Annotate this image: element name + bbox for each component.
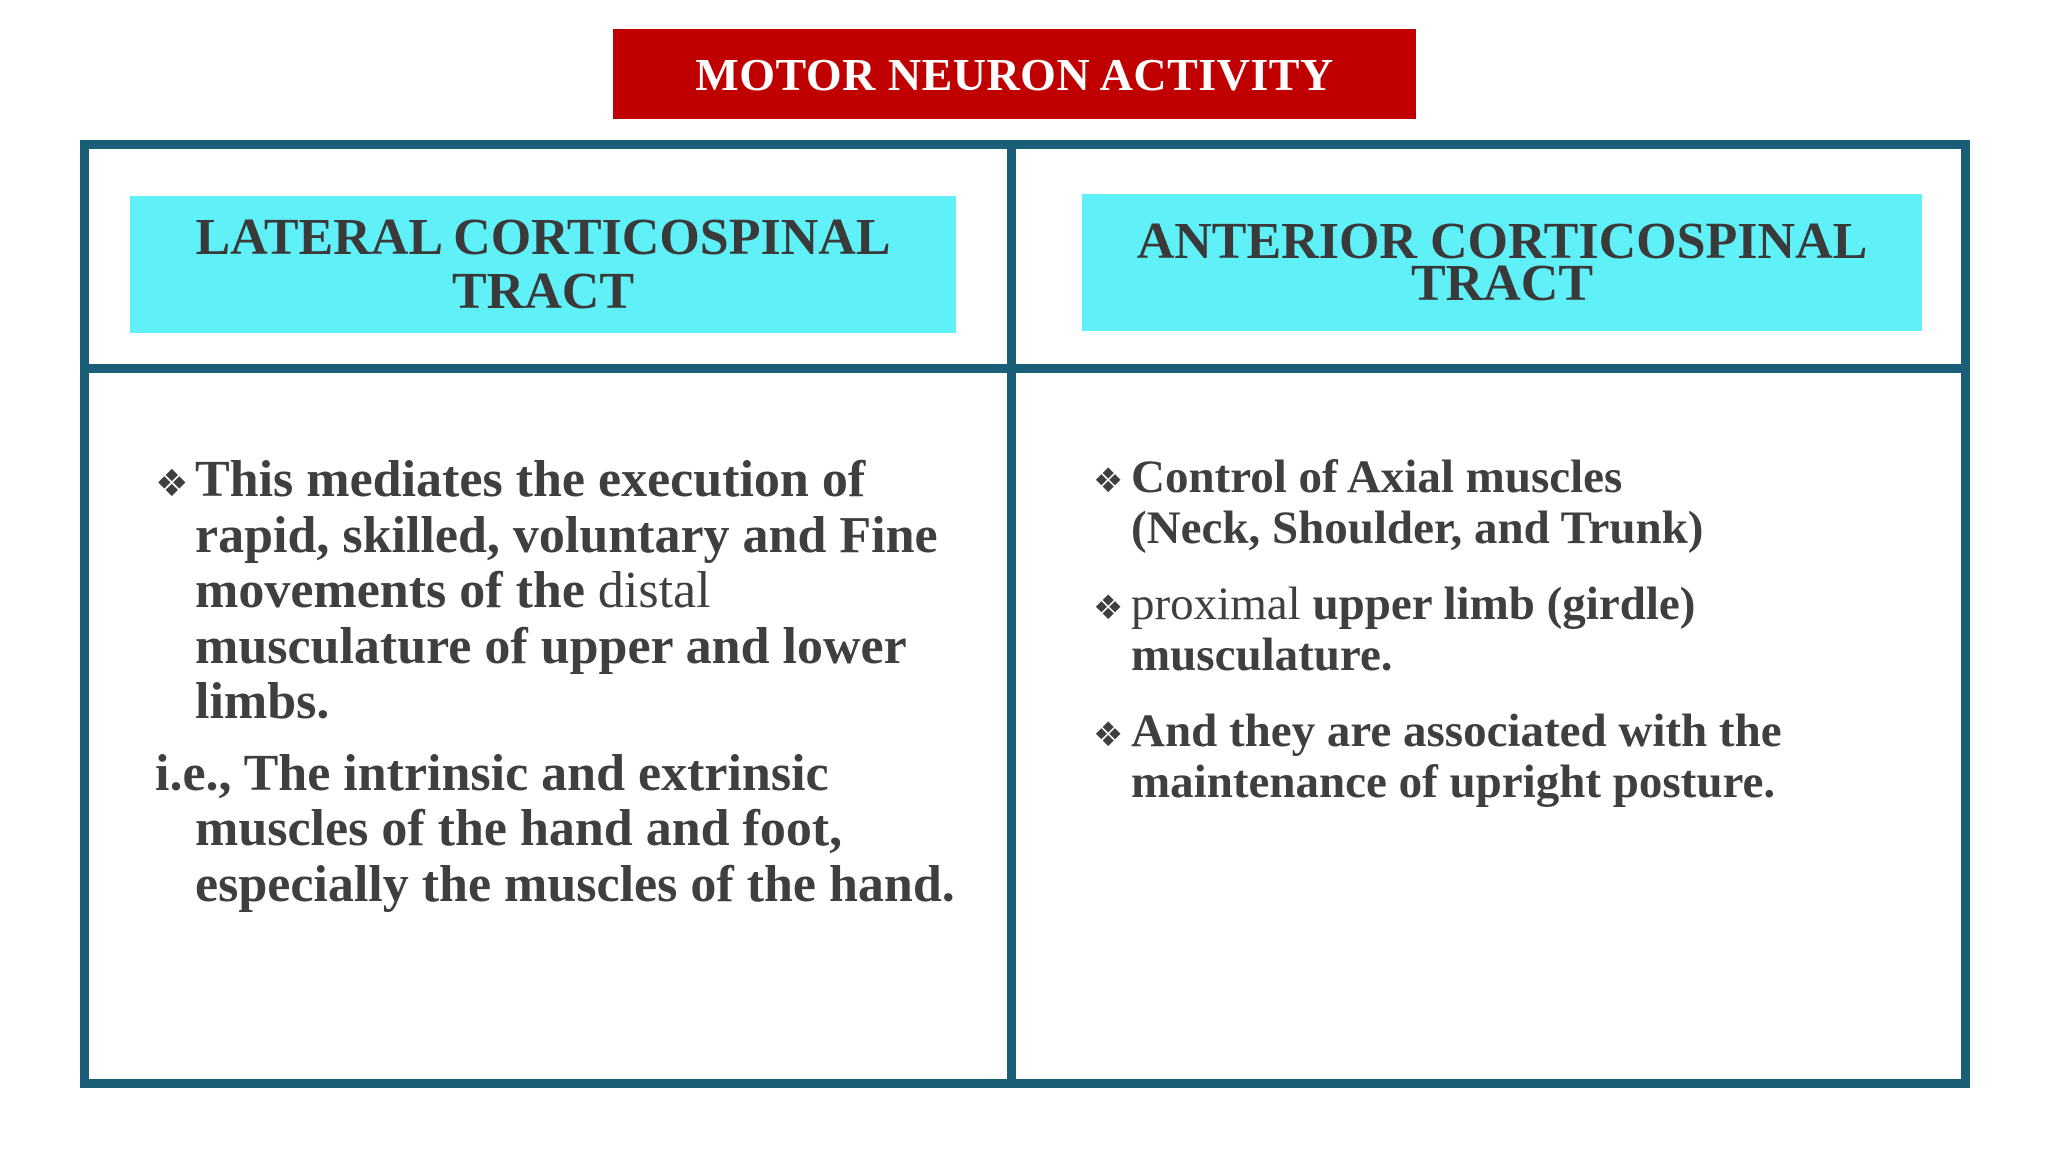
anterior-header-line2: TRACT xyxy=(1410,254,1594,312)
anterior-bullet-1 xyxy=(1093,452,1953,554)
lateral-bullet-1-text-a: This mediates the execution of rapid, skilled, voluntary and Fine movements of the xyxy=(195,451,938,619)
anterior-header-line1: ANTERIOR CORTICOSPINAL xyxy=(1136,212,1868,270)
lateral-note: i.e., The intrinsic and extrinsic muscles of the hand and foot, especially the muscles of the hand. xyxy=(155,744,955,913)
diamond-bullet-icon: ❖ xyxy=(1093,588,1124,627)
slide-title-text: MOTOR NEURON ACTIVITY xyxy=(695,48,1334,100)
header-divider xyxy=(80,364,1970,373)
anterior-bullet-1-line2: (Neck, Shoulder, and Trunk) xyxy=(1131,502,1704,554)
column-divider xyxy=(1007,140,1016,1088)
anterior-tract-content xyxy=(1093,452,1953,833)
lateral-tract-content xyxy=(155,452,985,912)
lateral-header-line2: TRACT xyxy=(451,262,635,320)
anterior-bullet-1-line1: Control of Axial muscles xyxy=(1131,451,1623,503)
lateral-bullet-1-text-b: musculature of upper and lower limbs. xyxy=(195,617,906,730)
slide-title xyxy=(613,29,1416,119)
lateral-tract-header xyxy=(130,196,956,333)
anterior-tract-header xyxy=(1082,194,1922,331)
lateral-bullet-1-plain: distal xyxy=(597,562,711,619)
anterior-bullet-2 xyxy=(1093,579,1953,681)
lateral-header-line1: LATERAL CORTICOSPINAL xyxy=(195,208,891,266)
anterior-bullet-3 xyxy=(1093,706,1953,808)
lateral-bullet-1 xyxy=(155,452,985,730)
diamond-bullet-icon: ❖ xyxy=(1093,461,1124,500)
anterior-bullet-2-text: upper limb (girdle) musculature. xyxy=(1131,578,1696,681)
anterior-bullet-3-text: And they are associated with the maintenance of upright posture. xyxy=(1131,705,1782,808)
diamond-bullet-icon: ❖ xyxy=(155,461,189,505)
anterior-bullet-2-plain: proximal xyxy=(1131,578,1301,630)
diamond-bullet-icon: ❖ xyxy=(1093,715,1124,754)
